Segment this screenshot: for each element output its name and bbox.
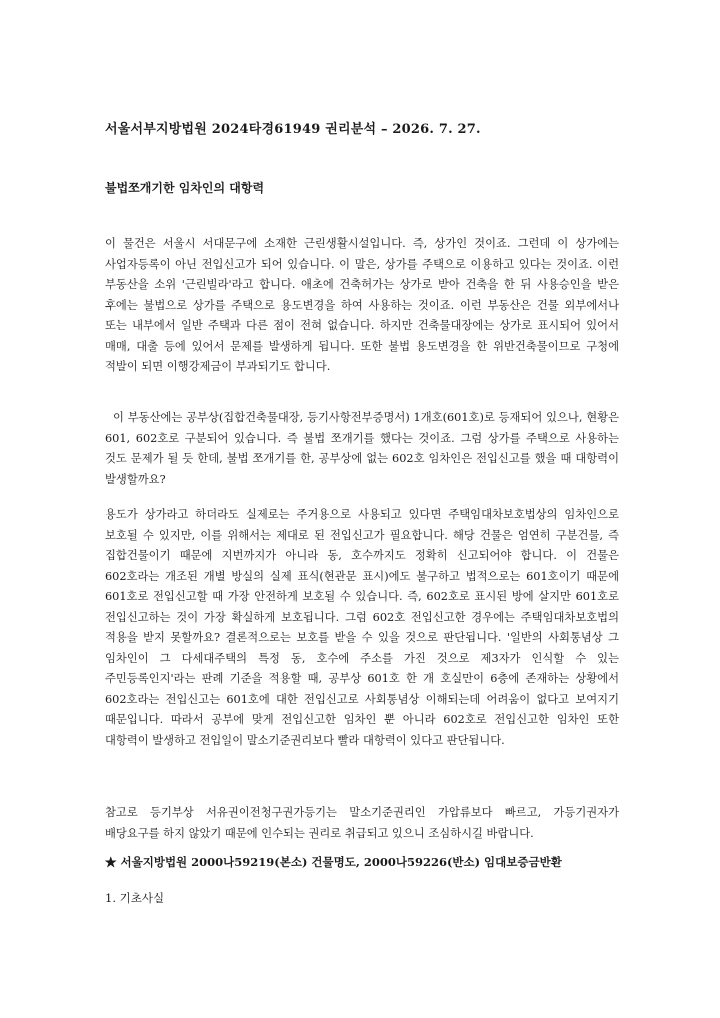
paragraph-4: 참고로 등기부상 서유권이전청구권가등기는 말소기준권리인 가압류보다 빠르고, 가등기권자가 배당요구를 하지 않았기 때문에 인수되는 권리로 취급되고 있으니 조심하시길 바랍니다.: [105, 806, 619, 840]
document-title: 서울서부지방법원 2024타경61949 권리분석 – 2026. 7. 27.: [105, 122, 481, 137]
paragraph-3: 용도가 상가라고 하더라도 실제로는 주거용으로 사용되고 있다면 주택임대차보호법상의 임차인으로 보호될 수 있지만, 이를 위해서는 제대로 된 전입신고가 필요합니다. 해당 건물은 엄연히 구분건물, 즉 집합건물이기 때문에 지번까지가 아니라 동, 호수까지도 정확히 신고되어야 합니다. 이 건물은 602호라는 개조된 개별 방실의 실제 표식(현관문 표시)에도 불구하고 법적으로는 601호이기 때문에 601호로 전입신고할 때 가장 안전하게 보호될 수 있습니다. 즉, 602호로 표시된 방에 살지만 601호로 전입신고하는 것이 가장 확실하게 보호됩니다. 그럼 602호 전입신고한 경우에는 주택임대차보호법의 적용을 받지 못할까요? 결론적으로는 보호를 받을 수 있을 것으로 판단됩니다. '일반의 사회통념상 그 임차인이 그 다세대주택의 특정 동, 호수에 주소를 가진 것으로 제3자가 인식할 수 있는 주민등록인지'라는 판례 기준을 적용할 때, 공부상 601호 한 개 호실만이 6층에 존재하는 상황에서 602호라는 전입신고는 601호에 대한 전입신고로 사회통념상 이해되는데 어려움이 없다고 보여지기 때문입니다. 따라서 공부에 맞게 전입신고한 임차인 뿐 아니라 602호로 전입신고한 임차인 또한 대항력이 발생하고 전입일이 말소기준권리보다 빨라 대항력이 있다고 판단됩니다.: [105, 508, 619, 747]
section-heading: 불법쪼개기한 임차인의 대항력: [105, 181, 265, 195]
paragraph-2: 이 부동산에는 공부상(집합건축물대장, 등기사항전부증명서) 1개호(601호)로 등재되어 있으나, 현황은 601, 602호로 구분되어 있습니다. 즉 불법 쪼개기를 했다는 것이죠. 그럼 상가를 주택으로 사용하는 것도 문제가 될 듯 한데, 불법 쪼개기를 한, 공부상에 없는 602호 임차인은 전입신고를 했을 때 대항력이 발생할까요?: [105, 411, 619, 486]
sub-item-basic-facts: 1. 기초사실: [105, 891, 165, 905]
paragraph-1: 이 물건은 서울시 서대문구에 소재한 근린생활시설입니다. 즉, 상가인 것이죠. 그런데 이 상가에는 사업자등록이 아닌 전입신고가 되어 있습니다. 이 말은, 상가를 주택으로 이용하고 있다는 것이죠. 이런 부동산을 소위 '근린빌라'라고 합니다. 애초에 건축허가는 상가로 받아 건축을 한 뒤 사용승인을 받은 후에는 불법으로 상가를 주택으로 용도변경을 하여 사용하는 것이죠. 이런 부동산은 건물 외부에서나 또는 내부에서 일반 주택과 다른 점이 전혀 없습니다. 하지만 건축물대장에는 상가로 표시되어 있어서 매매, 대출 등에 있어서 문제를 발생하게 됩니다. 또한 불법 용도변경을 한 위반건축물이므로 구청에 적발이 되면 이행강제금이 부과되기도 합니다.: [105, 237, 619, 373]
case-heading: ★ 서울지방법원 2000나59219(본소) 건물명도, 2000나59226(반소) 임대보증금반환: [105, 855, 562, 869]
